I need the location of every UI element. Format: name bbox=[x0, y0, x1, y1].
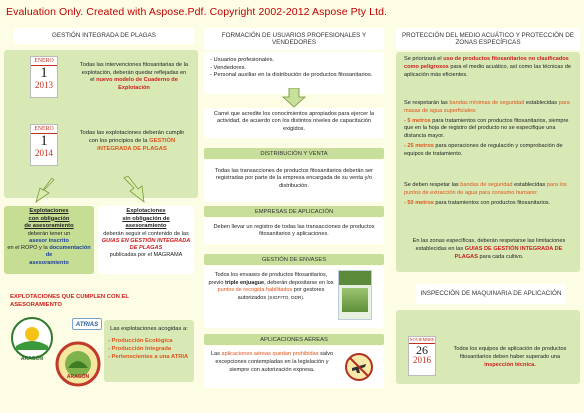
dist-header: DISTRIBUCIÓN Y VENTA bbox=[204, 148, 384, 159]
calendar-icon: ENERO 1 2014 bbox=[30, 124, 58, 166]
atrias-badge: ATRIAS bbox=[72, 318, 102, 330]
emp-header: EMPRESAS DE APLICACIÓN bbox=[204, 206, 384, 217]
no-aircraft-icon bbox=[344, 352, 374, 382]
col3-header: PROTECCIÓN DEL MEDIO ACUÁTICO Y PROTECCIÓN DE ZONAS ESPECÍFICAS bbox=[396, 28, 580, 50]
calendar-icon: NOVIEMBRE 26 2016 bbox=[408, 336, 436, 376]
col1-p2: Todas las explotaciones deberán cumplir con los principios de la GESTIÓN INTEGRADA DE PLAGAS bbox=[79, 130, 185, 152]
col3-p4: En las zonas específicas, deberán respetarse las limitaciones establecidas en las GUIAS DE GESTIÓN INTEGRADA DE PLAGAS para cada cultivo. bbox=[412, 238, 566, 260]
agriculture-logo: ARAGÓN bbox=[8, 316, 56, 366]
arrow-down-left-icon bbox=[32, 178, 62, 204]
col3-p3: Se deben respetar las bandas de seguridad establecidas para los puntos de extracción de agua para consumo humano: - 50 metros para tratamientos con productos fitosanitarios. bbox=[404, 182, 567, 206]
env-text: Todos los envases de productos fitosanitarios, previo triple enjuague, deberán depositarse en los puntos de recogida habilitados por gestores autorizados (SIGFITO, DDR). bbox=[208, 272, 334, 302]
col1-header: GESTIÓN INTEGRADA DE PLAGAS bbox=[14, 28, 194, 44]
carne-panel: Carné que acredite los conocimientos apropiados para ejercer la actividad, de acuerdo con los distintos niveles de capacitación exigidos. bbox=[204, 108, 384, 138]
aer-text: Las aplicaciones aéreas quedan prohibidas salvo excepciones contempladas en la legislación y siempre con autorización expresa. bbox=[210, 351, 334, 373]
exempt-title: EXPLOTACIONES QUE CUMPLEN CON EL ASESORAMIENTO bbox=[10, 294, 129, 308]
box-with-advice: Explotaciones con obligación de asesoramiento deberán tener un asesor inscrito en el ROPO y la documentación de asesoramiento bbox=[4, 206, 94, 274]
brochure-image bbox=[338, 270, 372, 320]
col3-p2: Se respetarán las bandas mínimas de seguridad establecidas para masas de agua superficiales: - 5 metros para tratamientos con productos fitosanitarios, siempre que en la hoja de registro del producto no se especifique una distancia mayor. - 25 metros para operaciones de regulación y comprobación de equipos de tratamiento. bbox=[404, 100, 570, 157]
col3-p1: Se priorizará el uso de productos fitosanitarios no clasificados como peligrosos para el medio acuático, así como las técnicas de aplicación más eficientes. bbox=[404, 56, 571, 78]
calendar-icon: ENERO 1 2013 bbox=[30, 56, 58, 98]
env-header: GESTIÓN DE ENVASES bbox=[204, 254, 384, 265]
exempt-panel: Las explotaciones acogidas a: - Producción Ecológica - Producción Integrada - Pertenecientes a una ATRIA bbox=[104, 320, 194, 382]
arrow-down-right-icon bbox=[118, 176, 148, 204]
col2-header: FORMACIÓN DE USUARIOS PROFESIONALES Y VENDEDORES bbox=[204, 28, 384, 50]
col2-list-panel: - Usuarios profesionales. - Vendedores. - Personal auxiliar en la distribución de productos fitosanitarios. bbox=[204, 52, 384, 94]
aer-header: APLICACIONES AÉREAS bbox=[204, 334, 384, 345]
dist-panel: Todas las transacciones de productos fitosanitarios deberán ser registradas por parte de la empresa encargada de su venta y/o distribución. bbox=[204, 160, 384, 202]
emp-panel: Deben llevar un registro de todas las transacciones de productos fitosanitarios y aplicaciones. bbox=[204, 218, 384, 244]
watermark: Evaluation Only. Created with Aspose.Pdf. Copyright 2002-2012 Aspose Pty Ltd. bbox=[6, 6, 388, 18]
ecological-logo: ARAGÓN bbox=[54, 340, 102, 388]
insp-header: INSPECCIÓN DE MAQUINARIA DE APLICACIÓN bbox=[416, 284, 566, 304]
box-without-advice: Explotaciones sin obligación de asesoramiento deberán seguir el contenido de las GUIAS EN GESTIÓN INTEGRADA DE PLAGAS publicadas por el MAGRAMA bbox=[98, 206, 194, 274]
arrow-down-icon bbox=[282, 88, 306, 108]
insp-text: Todos los equipos de aplicación de productos fitosanitarios deben haber superado una inspección técnica. bbox=[453, 346, 567, 368]
col1-p1: Todas las intervenciones fitosanitarias de la explotación, deberán quedar reflejadas en el nuevo modelo de Cuaderno de Explotación bbox=[80, 62, 188, 91]
